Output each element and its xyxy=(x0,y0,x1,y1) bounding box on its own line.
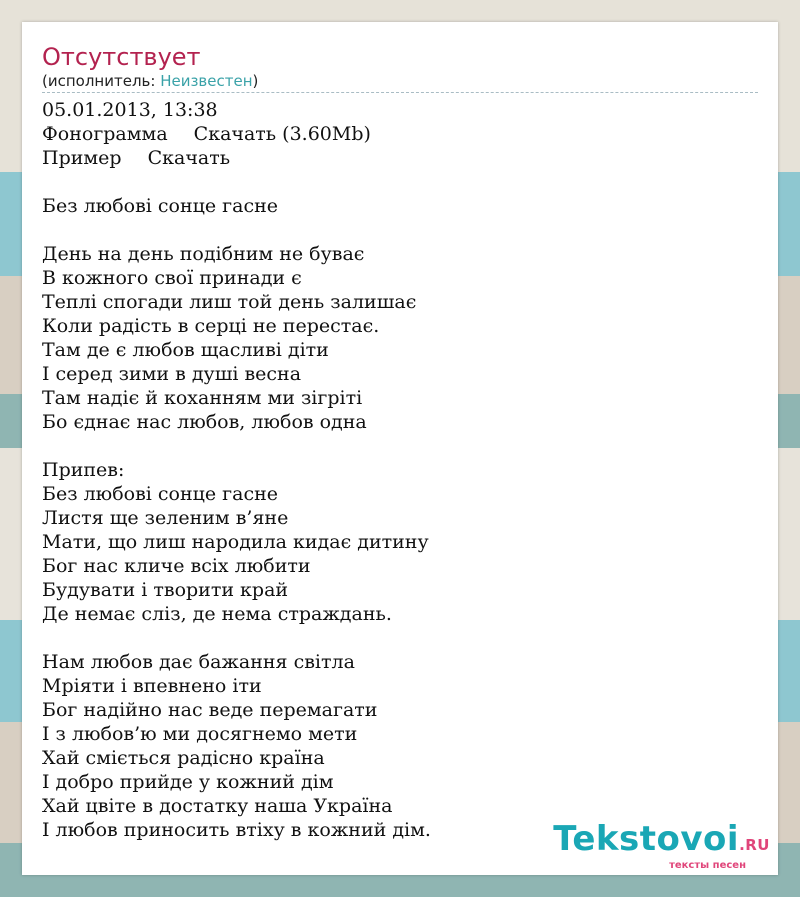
sample-row xyxy=(42,146,758,170)
lyrics-line: Без любові сонце гасне xyxy=(42,195,278,217)
lyrics xyxy=(42,194,758,842)
logo-main-text: Tekstovoi xyxy=(553,819,740,859)
lyrics-line: Коли радість в серці не перестає. xyxy=(42,315,380,337)
lyrics-line: І серед зими в душі весна xyxy=(42,363,302,385)
lyrics-line: Хай сміється радісно країна xyxy=(42,747,325,769)
performer-line xyxy=(42,72,758,90)
sample-download-link[interactable]: Скачать xyxy=(147,147,231,169)
lyrics-line: Бог нас кличе всіх любити xyxy=(42,555,311,577)
verse-1 xyxy=(42,242,758,434)
lyrics-line: І з любов’ю ми досягнемо мети xyxy=(42,723,358,745)
lyrics-line: Листя ще зеленим в’яне xyxy=(42,507,289,529)
lyrics-line: Бог надійно нас веде перемагати xyxy=(42,699,378,721)
lyrics-line: І любов приносить втіху в кожний дім. xyxy=(42,819,431,841)
chorus-label: Припев: xyxy=(42,459,125,481)
lyrics-line: Будувати і творити край xyxy=(42,579,289,601)
lyrics-line: Там надіє й коханням ми зігріті xyxy=(42,387,363,409)
lyrics-line: День на день подібним не буває xyxy=(42,243,365,265)
chorus xyxy=(42,458,758,626)
lyrics-line: В кожного свої принади є xyxy=(42,267,302,289)
performer-prefix: (исполнитель: xyxy=(42,72,161,90)
site-logo[interactable] xyxy=(553,819,770,871)
logo-domain: .RU xyxy=(739,836,770,854)
publish-date: 05.01.2013, 13:38 xyxy=(42,99,218,121)
lyrics-line: Теплі спогади лиш той день залишає xyxy=(42,291,417,313)
song-card xyxy=(22,22,778,875)
lyrics-line: Де немає сліз, де нема страждань. xyxy=(42,603,392,625)
lyrics-line: Без любові сонце гасне xyxy=(42,483,278,505)
song-content xyxy=(42,98,758,842)
lyrics-line: Мріяти і впевнено іти xyxy=(42,675,262,697)
lyrics-line: Хай цвіте в достатку наша Україна xyxy=(42,795,393,817)
sample-label: Пример xyxy=(42,147,122,169)
logo-wordmark xyxy=(553,819,770,862)
phonogram-row xyxy=(42,122,758,146)
performer-suffix: ) xyxy=(252,72,259,90)
song-header xyxy=(42,42,758,93)
verse-2 xyxy=(42,650,758,842)
phonogram-label: Фонограмма xyxy=(42,123,168,145)
lyrics-line: Нам любов дає бажання світла xyxy=(42,651,355,673)
phonogram-download-link[interactable]: Скачать (3.60Mb) xyxy=(193,123,371,145)
lyrics-line: Бо єднає нас любов, любов одна xyxy=(42,411,367,433)
lyrics-line: Там де є любов щасливі діти xyxy=(42,339,329,361)
lyrics-line: Мати, що лиш народила кидає дитину xyxy=(42,531,429,553)
artist-link[interactable]: Неизвестен xyxy=(160,72,253,90)
song-title: Отсутствует xyxy=(42,43,201,71)
lyrics-line: І добро прийде у кожний дім xyxy=(42,771,334,793)
logo-tagline: тексты песен xyxy=(669,860,746,871)
